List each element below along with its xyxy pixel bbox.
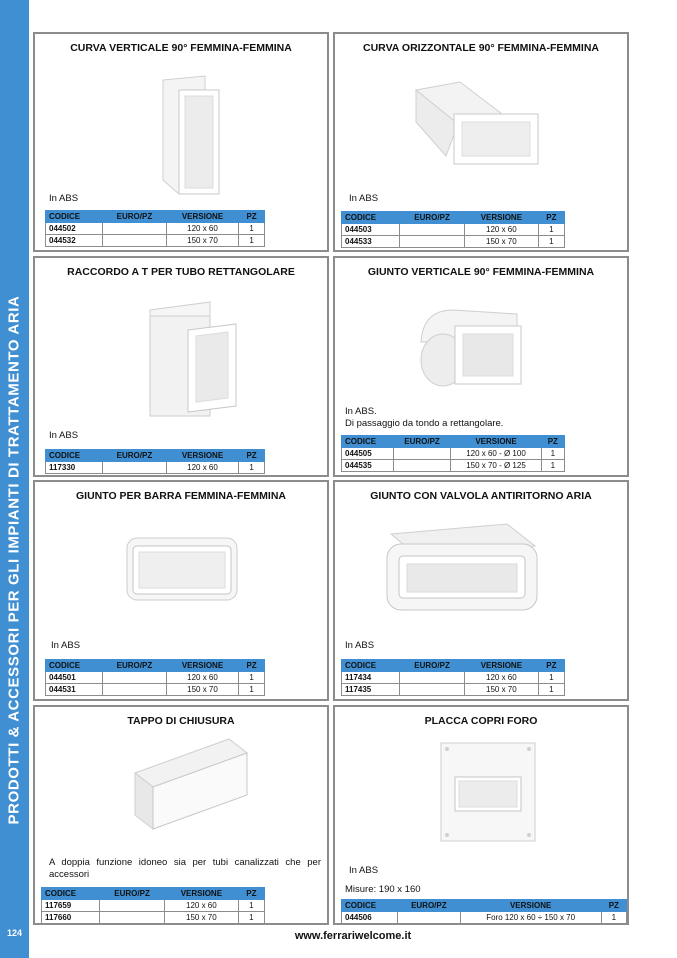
table-row: 044533 150 x 70 1 [342, 236, 565, 248]
sidebar-title: PRODOTTI & ACCESSORI PER GLI IMPIANTI DI TRATTAMENTO ARIA [5, 295, 23, 825]
product-image [410, 74, 550, 189]
product-spec-table: CODICE EURO/PZ VERSIONE PZ 044505 120 x 60 - Ø 100 1 044535 150 x 70 - Ø 125 1 [341, 435, 565, 472]
product-title: CURVA VERTICALE 90° FEMMINA-FEMMINA [70, 42, 292, 54]
product-description: In ABS [51, 640, 81, 651]
table-row: 117330 120 x 60 1 [46, 462, 265, 474]
product-title: TAPPO DI CHIUSURA [127, 715, 235, 727]
table-row: 044502 120 x 60 1 [46, 223, 265, 235]
product-image [117, 532, 247, 612]
product-spec-table: CODICE EURO/PZ VERSIONE PZ 117659 120 x 60 1 117660 150 x 70 1 [41, 887, 265, 924]
product-spec-table: CODICE EURO/PZ VERSIONE PZ 117434 120 x 60 1 117435 150 x 70 1 [341, 659, 565, 696]
table-row: 044532 150 x 70 1 [46, 235, 265, 247]
table-row: 044531 150 x 70 1 [46, 684, 265, 696]
sidebar [0, 0, 29, 958]
product-title: RACCORDO A T PER TUBO RETTANGOLARE [67, 266, 295, 278]
page-number: 124 [6, 928, 23, 938]
product-card-giunto-barra [33, 480, 329, 701]
product-image [123, 733, 253, 833]
product-description: In ABS [49, 430, 79, 441]
header-euro: EURO/PZ [103, 211, 167, 223]
product-description: In ABS [49, 193, 79, 204]
product-title: GIUNTO CON VALVOLA ANTIRITORNO ARIA [370, 490, 592, 502]
product-description-2: Di passaggio da tondo a rettangolare. [345, 418, 504, 429]
product-card-tappo-chiusura [33, 705, 329, 925]
table-row: 117435 150 x 70 1 [342, 684, 565, 696]
product-image [140, 296, 255, 426]
header-versione: VERSIONE [166, 211, 238, 223]
product-spec-table: CODICE EURO/PZ VERSIONE PZ 044501 120 x 60 1 044531 150 x 70 1 [45, 659, 265, 696]
product-image [145, 70, 235, 200]
product-image [413, 302, 528, 397]
table-row: 044501 120 x 60 1 [46, 672, 265, 684]
product-spec-table: CODICE EURO/PZ VERSIONE PZ 044506 Foro 120 x 60 ÷ 150 x 70 1 [341, 899, 627, 924]
product-description: In ABS [349, 865, 379, 876]
product-spec-table: CODICE EURO/PZ VERSIONE PZ 117330 120 x 60 1 [45, 449, 265, 474]
table-row: 117660 150 x 70 1 [42, 912, 265, 924]
table-row: 044503 120 x 60 1 [342, 224, 565, 236]
product-card-curva-verticale [33, 32, 329, 252]
product-spec-table [45, 210, 265, 247]
header-codice: CODICE [46, 211, 103, 223]
product-image [433, 737, 543, 847]
product-title: GIUNTO VERTICALE 90° FEMMINA-FEMMINA [367, 266, 595, 278]
table-row: 117434 120 x 60 1 [342, 672, 565, 684]
table-row: 117659 120 x 60 1 [42, 900, 265, 912]
product-description: In ABS [345, 640, 375, 651]
product-description: A doppia funzione idoneo sia per tubi canalizzati che per accessori [49, 857, 321, 880]
product-spec-table: CODICE EURO/PZ VERSIONE PZ 044503 120 x 60 1 044533 150 x 70 1 [341, 211, 565, 248]
footer-url[interactable]: www.ferrariwelcome.it [294, 930, 412, 942]
product-card-raccordo-t [33, 256, 329, 477]
product-image [377, 516, 547, 616]
product-description: In ABS. [345, 406, 377, 417]
product-title: GIUNTO PER BARRA FEMMINA-FEMMINA [76, 490, 286, 502]
table-row: 044506 Foro 120 x 60 ÷ 150 x 70 1 [342, 912, 627, 924]
product-card-giunto-verticale [333, 256, 629, 477]
product-title: CURVA ORIZZONTALE 90° FEMMINA-FEMMINA [363, 42, 599, 54]
table-row: 044505 120 x 60 - Ø 100 1 [342, 448, 565, 460]
product-measures: Misure: 190 x 160 [345, 884, 421, 895]
product-title: PLACCA COPRI FORO [424, 715, 538, 727]
table-row: 044535 150 x 70 - Ø 125 1 [342, 460, 565, 472]
product-card-placca-copri-foro [333, 705, 629, 925]
product-card-curva-orizzontale [333, 32, 629, 252]
header-pz: PZ [239, 211, 265, 223]
product-card-giunto-valvola [333, 480, 629, 701]
product-description: In ABS [349, 193, 379, 204]
